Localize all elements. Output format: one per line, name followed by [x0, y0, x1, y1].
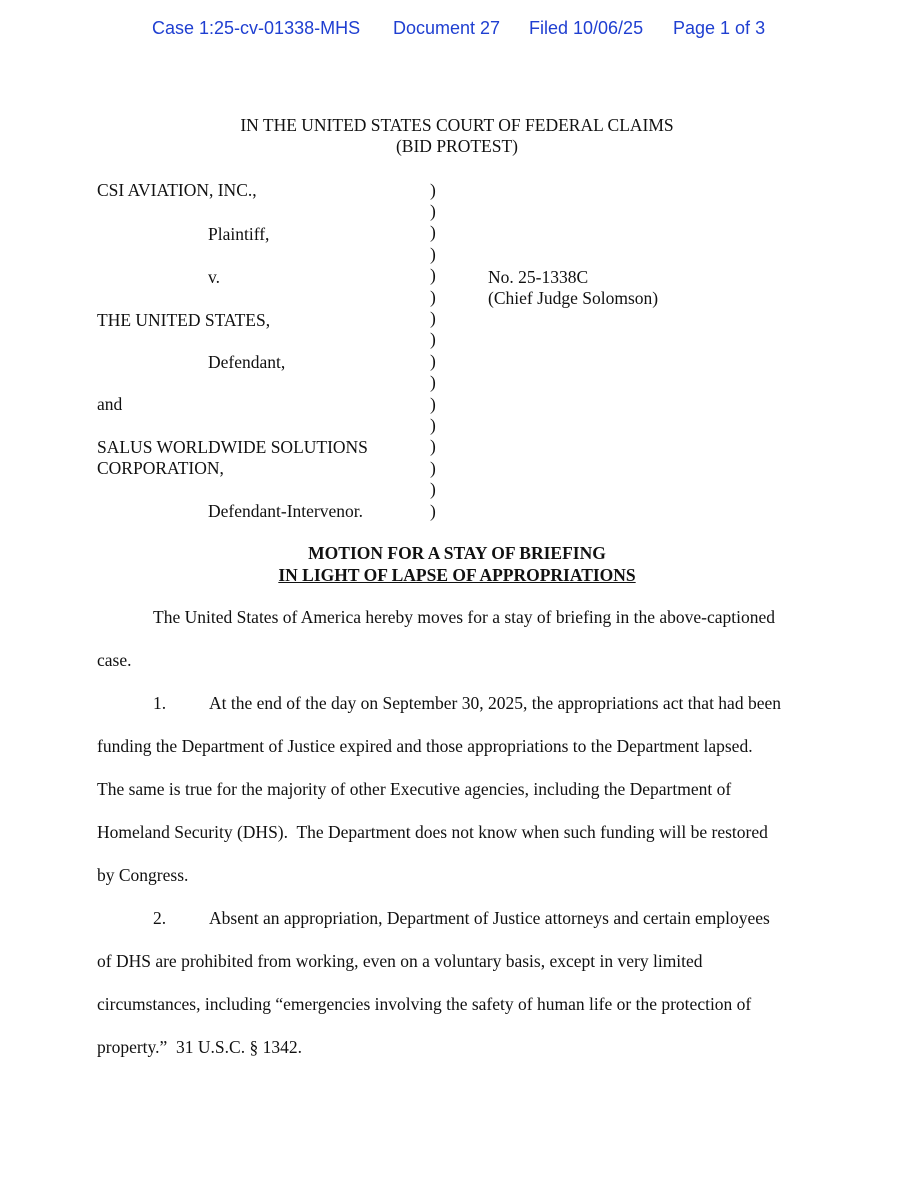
caption-paren: )	[430, 329, 436, 349]
caption-paren: )	[430, 479, 436, 499]
paragraph-1-line: Homeland Security (DHS). The Department does not know when such funding will be restored	[97, 822, 768, 842]
ecf-filed-date: Filed 10/06/25	[529, 18, 644, 38]
intro-line: The United States of America hereby moves for a stay of briefing in the above-captioned	[153, 607, 776, 627]
case-number: No. 25-1338C	[488, 267, 589, 287]
defendant-role: Defendant,	[208, 352, 286, 372]
caption-paren: )	[430, 201, 436, 221]
caption-paren: )	[430, 222, 436, 242]
intro-line: case.	[97, 650, 132, 670]
paragraph-2-line: of DHS are prohibited from working, even on a voluntary basis, except in very limited	[97, 951, 703, 971]
caption-paren: )	[430, 287, 436, 307]
ecf-page-number: Page 1 of 3	[673, 18, 766, 38]
motion-title-underlined: IN LIGHT OF LAPSE OF APPROPRIATIONS	[278, 565, 636, 585]
plaintiff-role: Plaintiff,	[208, 224, 270, 244]
ecf-case-number: Case 1:25-cv-01338-MHS	[152, 18, 361, 38]
caption-paren: )	[430, 351, 436, 371]
caption-paren: )	[430, 415, 436, 435]
court-subheading: (BID PROTEST)	[395, 136, 518, 156]
paragraph-1-number: 1.	[153, 693, 167, 713]
caption-paren: )	[430, 372, 436, 392]
paragraph-1-line: by Congress.	[97, 865, 189, 885]
court-name: IN THE UNITED STATES COURT OF FEDERAL CLAIMS	[240, 115, 674, 135]
intervenor-name-line2: CORPORATION,	[97, 458, 224, 478]
paragraph-2-number: 2.	[153, 908, 167, 928]
caption-paren: )	[430, 265, 436, 285]
defendant-name: THE UNITED STATES,	[97, 310, 271, 330]
assigned-judge: (Chief Judge Solomson)	[488, 288, 659, 308]
caption-paren: )	[430, 244, 436, 264]
plaintiff-name: CSI AVIATION, INC.,	[97, 180, 257, 200]
paragraph-2-line: property.” 31 U.S.C. § 1342.	[97, 1037, 302, 1057]
paragraph-2-line: circumstances, including “emergencies involving the safety of human life or the protection of	[97, 994, 752, 1014]
caption-paren: )	[430, 436, 436, 456]
caption-paren: )	[430, 308, 436, 328]
motion-title-line2	[0, 565, 914, 586]
paragraph-1-line: The same is true for the majority of other Executive agencies, including the Department of	[97, 779, 732, 799]
ecf-document-number: Document 27	[393, 18, 501, 38]
caption-paren: )	[430, 458, 436, 478]
caption-paren: )	[430, 394, 436, 414]
paragraph-1-line: At the end of the day on September 30, 2025, the appropriations act that had been	[209, 693, 781, 713]
intervenor-role: Defendant-Intervenor.	[208, 501, 363, 521]
conjunction-and: and	[97, 394, 123, 414]
paragraph-1-line: funding the Department of Justice expired and those appropriations to the Department lapsed.	[97, 736, 753, 756]
versus: v.	[208, 267, 220, 287]
intervenor-name-line1: SALUS WORLDWIDE SOLUTIONS	[97, 437, 368, 457]
caption-paren: )	[430, 180, 436, 200]
motion-title-line1: MOTION FOR A STAY OF BRIEFING	[308, 543, 606, 563]
caption-paren: )	[430, 501, 436, 521]
paragraph-2-line: Absent an appropriation, Department of Justice attorneys and certain employees	[209, 908, 770, 928]
